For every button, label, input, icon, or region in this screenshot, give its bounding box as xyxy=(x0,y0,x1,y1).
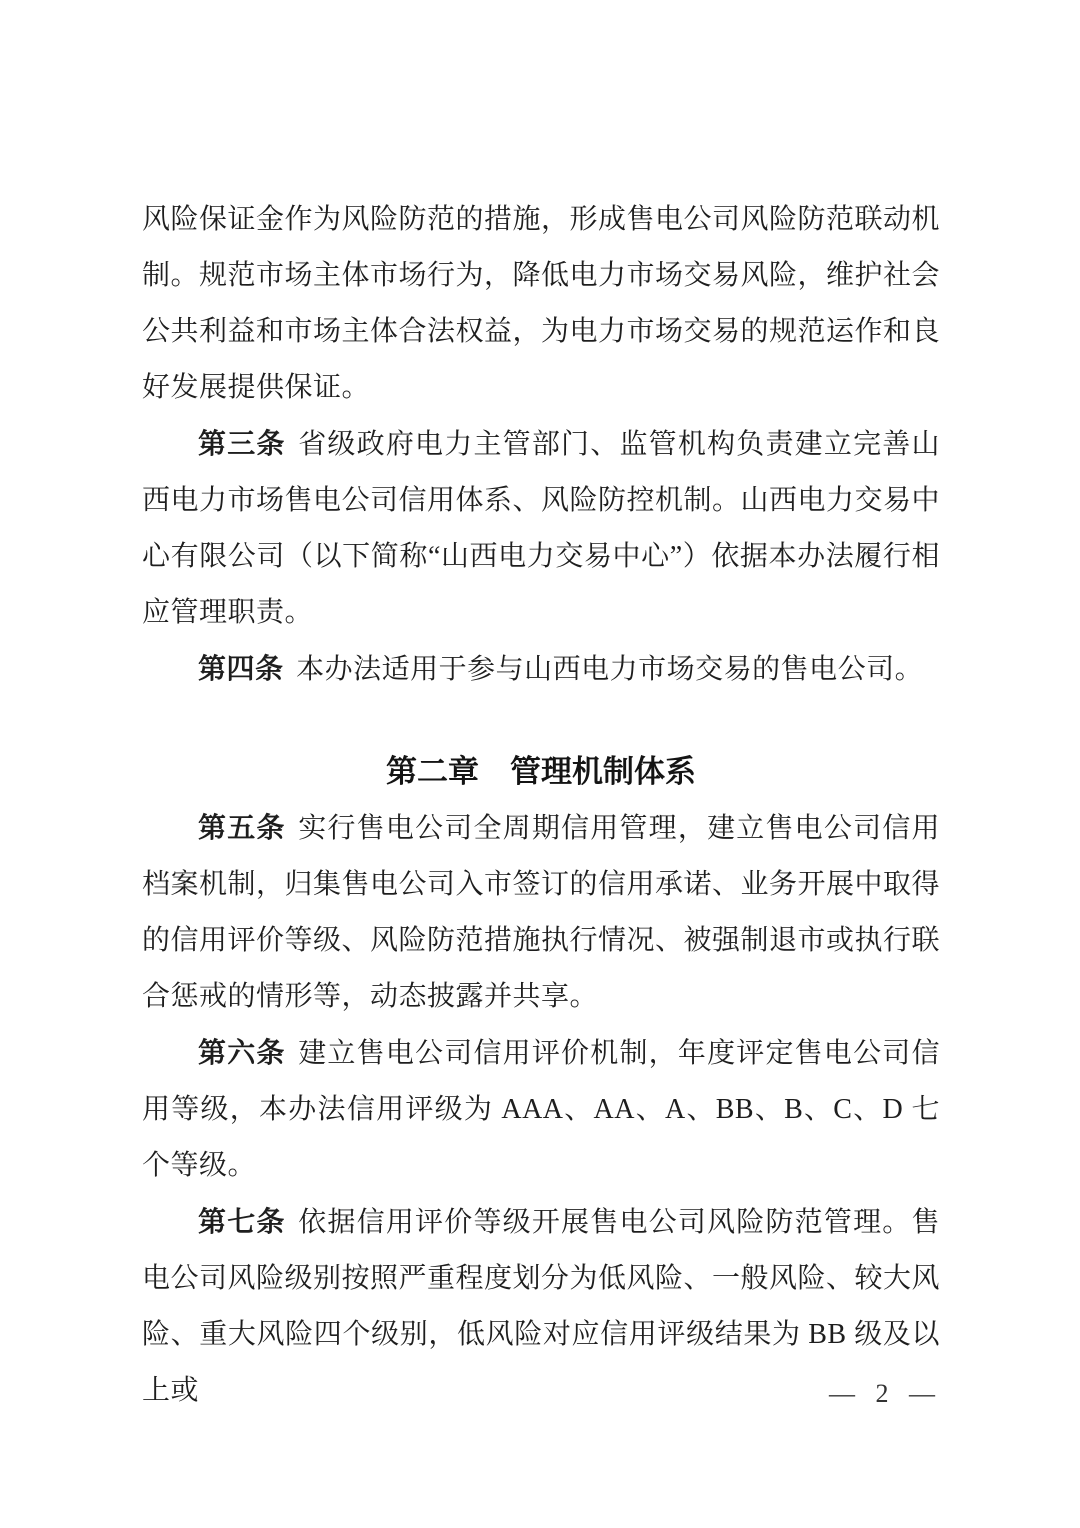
chapter-title: 管理机制体系 xyxy=(510,754,696,789)
article-paragraph-4 xyxy=(142,641,940,698)
article-paragraph-5 xyxy=(142,800,940,1025)
page-number: — 2 — xyxy=(829,1379,938,1408)
chapter-number: 第二章 xyxy=(386,754,479,789)
article-paragraph-6 xyxy=(142,1025,940,1194)
article-number: 第六条 xyxy=(198,1037,286,1068)
article-paragraph-3 xyxy=(142,416,940,641)
body-paragraph-continuation: 风险保证金作为风险防范的措施，形成售电公司风险防范联动机制。规范市场主体市场行为，降低电力市场交易风险，维护社会公共利益和市场主体合法权益，为电力市场交易的规范运作和良好发展提供保证。 xyxy=(142,204,941,403)
article-number: 第四条 xyxy=(198,653,284,684)
article-text: 建立售电公司信用评价机制，年度评定售电公司信用等级，本办法信用评级为 AAA、AA、A、BB、B、C、D 七个等级。 xyxy=(142,1038,940,1181)
article-number: 第三条 xyxy=(198,428,286,459)
article-text: 省级政府电力主管部门、监管机构负责建立完善山西电力市场售电公司信用体系、风险防控机制。山西电力交易中心有限公司（以下简称“山西电力交易中心”）依据本办法履行相应管理职责。 xyxy=(142,429,941,628)
article-number: 第七条 xyxy=(198,1206,286,1237)
document-body xyxy=(142,192,940,1419)
article-text: 依据信用评价等级开展售电公司风险防范管理。售电公司风险级别按照严重程度划分为低风险、一般风险、较大风险、重大风险四个级别，低风险对应信用评级结果为 BB 级及以上或 xyxy=(142,1207,941,1406)
chapter-heading xyxy=(142,744,940,800)
article-number: 第五条 xyxy=(198,812,286,843)
article-text: 实行售电公司全周期信用管理，建立售电公司信用档案机制，归集售电公司入市签订的信用承诺、业务开展中取得的信用评价等级、风险防范措施执行情况、被强制退市或执行联合惩戒的情形等，动态披露并共享。 xyxy=(142,813,941,1012)
article-paragraph-7 xyxy=(142,1194,940,1419)
article-text: 本办法适用于参与山西电力市场交易的售电公司。 xyxy=(296,654,924,685)
